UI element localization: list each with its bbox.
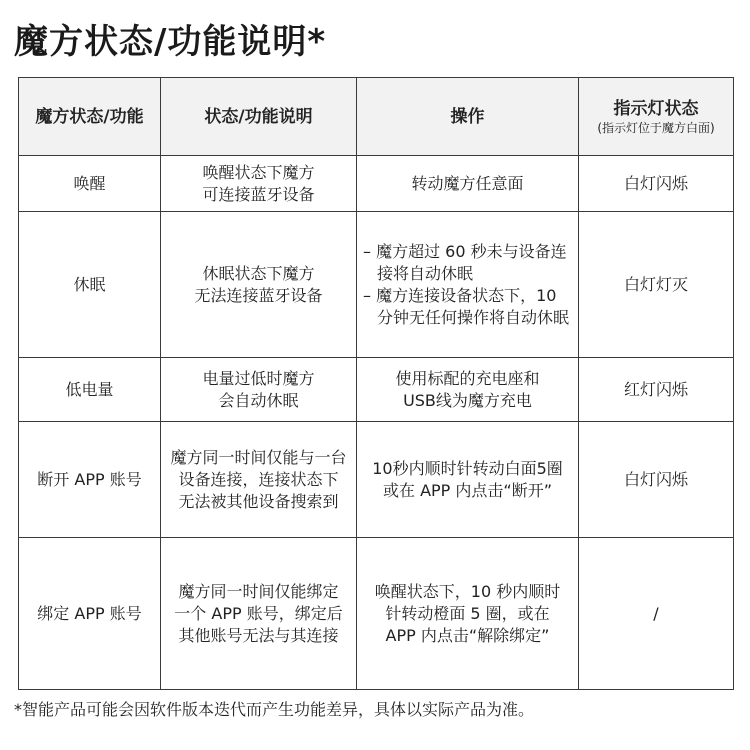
cell-operation [357,156,579,212]
description-line: 电量过低时魔方 [202,368,315,388]
cell-state: 休眠 [19,212,161,358]
description-line: 无法被其他设备搜索到 [178,491,339,511]
description-line: 设备连接，连接状态下 [178,469,339,489]
header-state: 魔方状态/功能 [19,78,161,156]
header-indicator-note: (指示灯位于魔方白面) [597,120,715,135]
header-indicator [579,78,734,156]
header-operation: 操作 [357,78,579,156]
status-function-table [18,77,734,690]
cell-indicator: 红灯闪烁 [579,358,734,422]
cell-description [161,358,357,422]
cell-indicator: / [579,538,734,690]
cell-state: 低电量 [19,358,161,422]
cell-indicator: 白灯闪烁 [579,156,734,212]
operation-line: 转动魔方任意面 [411,173,524,193]
table-row [19,156,734,212]
table-row [19,538,734,690]
description-line: 魔方同一时间仅能与一台 [170,447,347,467]
cell-state: 绑定 APP 账号 [19,538,161,690]
cell-state: 断开 APP 账号 [19,422,161,538]
operation-bullet-list [363,241,572,329]
operation-line: USB线为魔方充电 [403,390,532,410]
table-row [19,422,734,538]
description-line: 一个 APP 账号，绑定后 [174,603,343,623]
operation-line: 唤醒状态下，10 秒内顺时 [374,581,561,601]
operation-bullet: – 魔方连接设备状态下，10 分钟无任何操作将自动休眠 [363,285,570,327]
description-line: 魔方同一时间仅能绑定 [178,581,339,601]
cell-description [161,212,357,358]
cell-description [161,538,357,690]
description-line: 休眠状态下魔方 [202,263,315,283]
description-line: 会自动休眠 [218,390,299,410]
cell-indicator: 白灯灯灭 [579,212,734,358]
cell-indicator: 白灯闪烁 [579,422,734,538]
operation-bullet: – 魔方超过 60 秒未与设备连接将自动休眠 [363,241,567,283]
description-line: 其他账号无法与其连接 [178,625,339,645]
description-line: 唤醒状态下魔方 [202,162,315,182]
cell-description [161,422,357,538]
table-header-row [19,78,734,156]
operation-line: 或在 APP 内点击“断开” [383,480,552,500]
description-line: 可连接蓝牙设备 [202,184,315,204]
header-indicator-title: 指示灯状态 [613,98,699,119]
operation-line: 10秒内顺时针转动白面5圈 [372,458,563,478]
operation-line: 针转动橙面 5 圈，或在 [385,603,550,623]
cell-operation [357,538,579,690]
cell-operation [357,212,579,358]
cell-state: 唤醒 [19,156,161,212]
page-title: 魔方状态/功能说明* [14,22,327,62]
description-line: 无法连接蓝牙设备 [194,285,323,305]
cell-description [161,156,357,212]
cell-operation [357,422,579,538]
header-description: 状态/功能说明 [161,78,357,156]
footnote: *智能产品可能会因软件版本迭代而产生功能差异，具体以实际产品为准。 [14,700,535,719]
operation-line: APP 内点击“解除绑定” [385,625,550,645]
operation-line: 使用标配的充电座和 [395,368,540,388]
table-row [19,212,734,358]
table-row [19,358,734,422]
cell-operation [357,358,579,422]
